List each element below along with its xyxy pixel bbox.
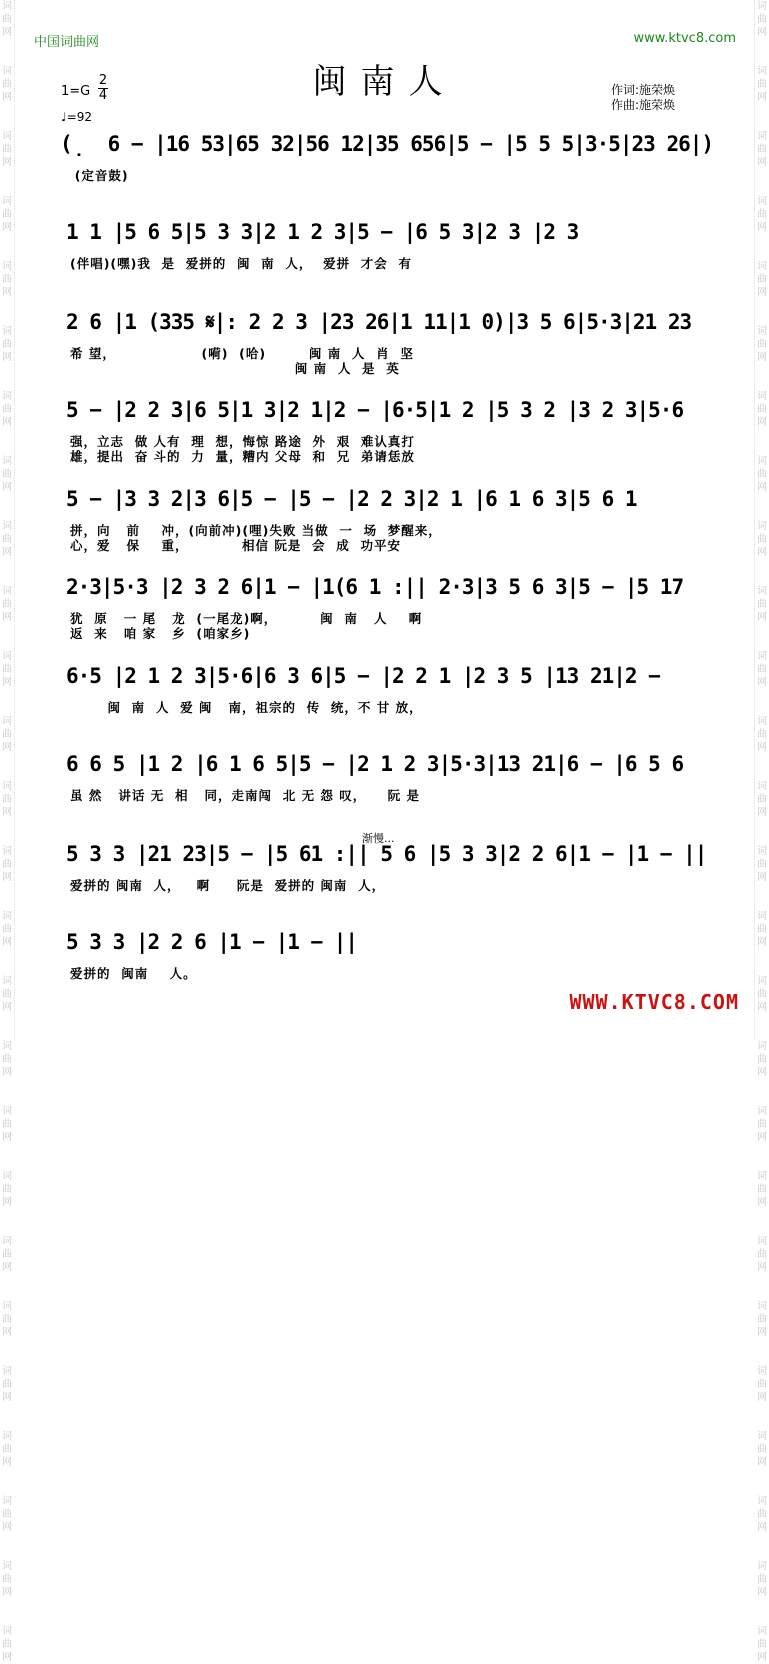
watermark-left: 词 曲 网 词 曲 网 词 曲 网 词 曲 网 词 曲 网 词 曲 网 词 曲 网 词 曲 网 词 曲 网 词 曲 网 词 曲 网 词 曲 网 词 曲 网 词 曲 网 词 曲 网 词 曲 网 词 曲 网 词 曲 网 词 曲 网 词 曲 网 词 曲 网 词 曲 网 词 曲 网 词 曲 网 词 曲 网 词 曲 网 (0, 0, 15, 1039)
notation-line: 5 − |2 2 3|6 5|1 3|2 1|2 − |6·5|1 2 |5 3 2 |3 2 3|5·6 (66, 398, 684, 422)
lyric-line: (伴唱)(嘿)我 是 爱拼的 闽 南 人， 爱拼 才会 有 (70, 256, 412, 271)
notation-line: 5 − |3 3 2|3 6|5 − |5 − |2 2 3|2 1 |6 1 6 3|5 6 1 (66, 487, 637, 511)
lyric-line-2: 雄，提出 奋 斗的 力 量，糟内 父母 和 兄 弟请恁放 (70, 449, 415, 464)
lyric-line: 爱拼的 闽南 人。 (70, 966, 197, 981)
time-top: 2 (98, 73, 108, 88)
lyric-line-2: 心，爱 保 重， 相信 阮是 会 成 功平安 (70, 538, 401, 553)
footer-url[interactable]: WWW.KTVC8.COM (569, 990, 739, 1014)
notation-line: (̣ 6 − |16 53|65 32|56 12|35 656|5 − |5 5 5|3·5|23 26|) (60, 132, 714, 156)
lyric-line-2: 返 来 咱 家 乡 (咱家乡) (70, 626, 251, 641)
lyric-line: 闽 南 人 爱 闽 南，祖宗的 传 统，不 甘 放， (70, 700, 423, 715)
time-bottom: 4 (98, 88, 108, 103)
notation-line: 2·3|5·3 |2 3 2 6|1 − |1(6 1 :|| 2·3|3 5 6 3|5 − |5 17 (66, 575, 684, 599)
notation-line: 5 3 3 |2 2 6 |1 − |1 − || (66, 930, 358, 954)
tempo-marking: ♩=92 (61, 110, 92, 124)
lyric-line: 强，立志 做 人有 理 想，悔惊 路途 外 艰 难认真打 (70, 434, 415, 449)
notation-line: 1 1 |5 6 5|5 3 3|2 1 2 3|5 − |6 5 3|2 3 |2 3 (66, 220, 579, 244)
song-title: 闽南人 (312, 62, 457, 102)
time-signature (98, 74, 108, 103)
watermark-right: 词 曲 网 词 曲 网 词 曲 网 词 曲 网 词 曲 网 词 曲 网 词 曲 网 词 曲 网 词 曲 网 词 曲 网 词 曲 网 词 曲 网 词 曲 网 词 曲 网 词 曲 网 词 曲 网 词 曲 网 词 曲 网 词 曲 网 词 曲 网 词 曲 网 词 曲 网 词 曲 网 词 曲 网 词 曲 网 词 曲 网 (754, 0, 769, 1039)
notation-line: 6 6 5 |1 2 |6 1 6 5|5 − |2 1 2 3|5·3|13 21|6 − |6 5 6 (66, 752, 684, 776)
credits (611, 83, 675, 113)
lyric-line: 虽 然 讲话 无 相 同，走南闯 北 无 怨 叹， 阮 是 (70, 788, 421, 803)
composer: 作曲:施荣焕 (611, 98, 676, 112)
lyric-line: 犹 原 一 尾 龙 (一尾龙)啊， 闽 南 人 啊 (70, 611, 423, 626)
lyric-line: 希 望， (嗬) (哈) 闽 南 人 肖 坚 (70, 346, 414, 361)
notation-line: 6·5 |2 1 2 3|5·6|6 3 6|5 − |2 2 1 |2 3 5 |13 21|2 − (66, 664, 660, 688)
slow-down-marking: 渐慢... (362, 832, 395, 845)
site-url[interactable]: www.ktvc8.com (633, 31, 736, 46)
site-name[interactable]: 中国词曲网 (34, 35, 100, 50)
lyric-line: 爱拼的 闽南 人， 啊 阮是 爱拼的 闽南 人， (70, 878, 386, 893)
notation-line: 2 6 |1 (335 𝄋|: 2 2 3 |23 26|1 11|1 0)|3 5 6|5·3|21 23 (66, 310, 692, 334)
key-signature: 1=G (61, 84, 91, 99)
notation-line: 5 3 3 |21 23|5 − |5 61 :|| 5 6 |5 3 3|2 2 6|1 − |1 − || (66, 842, 707, 866)
lyricist: 作词:施荣焕 (611, 83, 676, 97)
lyric-line: (定音鼓) (64, 168, 129, 183)
lyric-line-2: 闽 南 人 是 英 (70, 361, 400, 376)
lyric-line: 拼，向 前 冲，(向前冲)(哩)失败 当做 一 场 梦醒来， (70, 523, 442, 538)
